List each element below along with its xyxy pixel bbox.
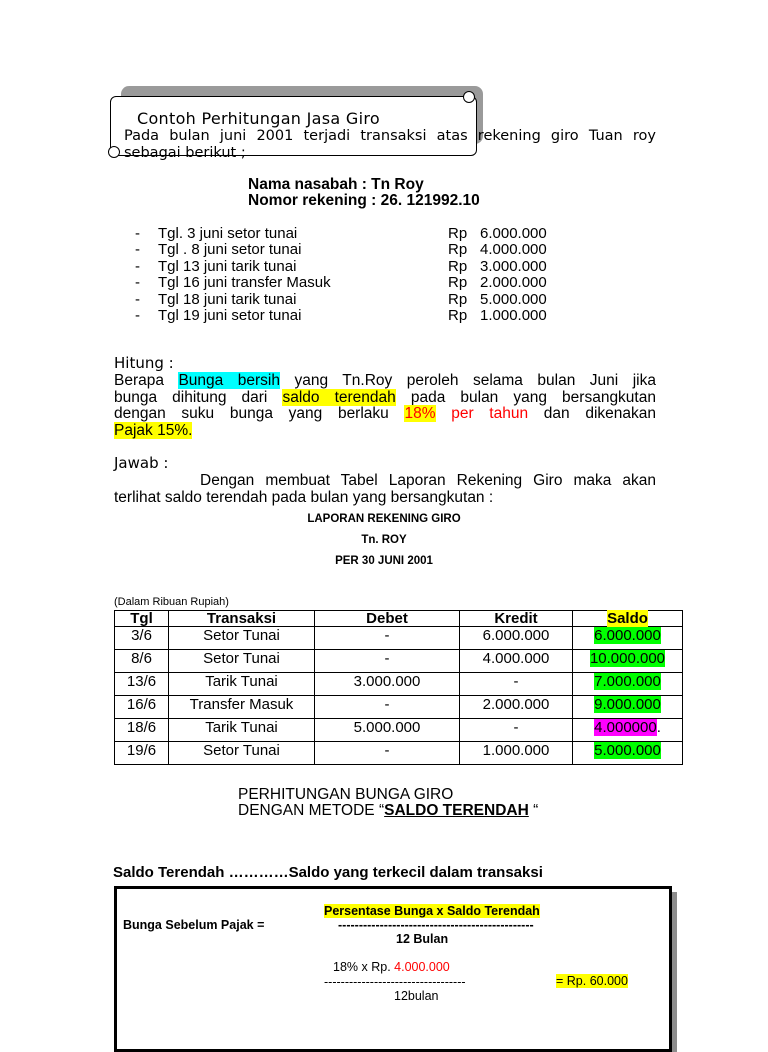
- jawab-line: terlihat saldo terendah pada bulan yang bersangkutan :: [114, 489, 494, 506]
- cell-debet: 5.000.000: [315, 719, 460, 742]
- calc-result-text: = Rp. 60.000: [556, 974, 628, 988]
- calc-divider: ----------------------------------: [324, 975, 466, 989]
- hitung-line: [114, 390, 656, 407]
- table-row: [115, 696, 683, 719]
- hitung-paragraph: [114, 373, 656, 439]
- list-dash: -: [135, 225, 140, 242]
- currency-label: Rp: [448, 274, 468, 292]
- cell-transaksi: Tarik Tunai: [169, 719, 315, 742]
- cell-debet: 3.000.000: [315, 673, 460, 696]
- cell-kredit: 6.000.000: [460, 627, 573, 650]
- saldo-suffix: .: [656, 719, 661, 736]
- rate-period: per tahun: [435, 405, 529, 422]
- table-row: [115, 719, 683, 742]
- col-header-saldo: [573, 611, 683, 627]
- text: DENGAN METODE “: [238, 802, 385, 819]
- text: dengan suku bunga yang berlaku: [114, 405, 405, 422]
- cell-tgl: 3/6: [115, 627, 169, 650]
- method-subheading: [238, 802, 538, 820]
- text: 18% x Rp.: [333, 960, 395, 974]
- cell-kredit: 2.000.000: [460, 696, 573, 719]
- transaction-amount: 6.000.000: [480, 225, 547, 242]
- list-dash: -: [135, 307, 140, 324]
- currency-label: Rp: [448, 241, 468, 259]
- cell-saldo: [573, 650, 683, 673]
- cell-saldo: [573, 627, 683, 650]
- cell-kredit: -: [460, 719, 573, 742]
- col-header-tgl: Tgl: [115, 611, 169, 627]
- banner-curl: [463, 91, 475, 103]
- col-header-debet: Debet: [315, 611, 460, 627]
- text: pada bulan yang bersangkutan: [395, 388, 656, 406]
- report-customer: Tn. ROY: [361, 534, 407, 546]
- jawab-line: Dengan membuat Tabel Laporan Rekening Giro maka akan: [200, 472, 656, 489]
- cell-tgl: 19/6: [115, 742, 169, 765]
- highlight-rate: 18%: [404, 405, 436, 422]
- currency-label: Rp: [448, 257, 468, 275]
- cell-kredit: 4.000.000: [460, 650, 573, 673]
- cell-tgl: 16/6: [115, 696, 169, 719]
- intro-line: sebagai berikut ;: [124, 145, 246, 161]
- saldo-definition: Saldo Terendah …………Saldo yang terkecil dalam transaksi: [113, 864, 543, 881]
- currency-label: Rp: [448, 290, 468, 308]
- formula-denominator: 12 Bulan: [396, 932, 449, 946]
- customer-name: Nama nasabah : Tn Roy: [248, 176, 424, 193]
- calc-saldo-value: 4.000.000: [394, 960, 450, 974]
- method-heading: PERHITUNGAN BUNGA GIRO: [238, 786, 454, 803]
- saldo-header-label: Saldo: [607, 610, 648, 627]
- account-number: Nomor rekening : 26. 121992.10: [248, 192, 480, 209]
- cell-debet: -: [315, 696, 460, 719]
- table-row: [115, 650, 683, 673]
- jawab-paragraph: [114, 472, 656, 506]
- giro-report-table: [114, 610, 683, 765]
- text: bunga dihitung dari: [114, 388, 283, 406]
- transaction-amount: 2.000.000: [480, 274, 547, 292]
- text: dan dikenakan: [528, 405, 657, 422]
- calc-denominator: 12bulan: [394, 989, 439, 1003]
- transaction-desc: Tgl 18 juni tarik tunai: [158, 290, 297, 308]
- intro-line: Pada bulan juni 2001 terjadi transaksi atas rekening giro Tuan roy: [124, 128, 656, 144]
- saldo-value: 4.000000: [594, 719, 657, 736]
- saldo-value: 5.000.000: [594, 742, 661, 759]
- table-row: [115, 627, 683, 650]
- highlight-pajak: Pajak 15%.: [114, 421, 193, 439]
- cell-tgl: 18/6: [115, 719, 169, 742]
- cell-saldo: [573, 742, 683, 765]
- cell-transaksi: Transfer Masuk: [169, 696, 315, 719]
- hitung-line: [114, 423, 656, 440]
- banner-curl: [108, 146, 120, 158]
- hitung-line: [114, 406, 656, 423]
- cell-saldo: [573, 696, 683, 719]
- transaction-desc: Tgl . 8 juni setor tunai: [158, 241, 302, 259]
- unit-note: (Dalam Ribuan Rupiah): [114, 596, 229, 608]
- transaction-desc: Tgl. 3 juni setor tunai: [158, 225, 298, 242]
- cell-saldo: [573, 719, 683, 742]
- list-dash: -: [135, 257, 140, 275]
- hitung-line: [114, 373, 656, 390]
- cell-transaksi: Setor Tunai: [169, 742, 315, 765]
- method-name: SALDO TERENDAH: [384, 802, 529, 819]
- report-date: PER 30 JUNI 2001: [335, 555, 433, 567]
- table-row: [115, 673, 683, 696]
- cell-debet: -: [315, 627, 460, 650]
- transaction-amount: 1.000.000: [480, 307, 547, 324]
- currency-label: Rp: [448, 307, 468, 324]
- transaction-desc: Tgl 19 juni setor tunai: [158, 307, 302, 324]
- saldo-value: 7.000.000: [594, 673, 661, 690]
- transaction-amount: 3.000.000: [480, 257, 547, 275]
- saldo-value: 6.000.000: [594, 627, 661, 644]
- list-dash: -: [135, 290, 140, 308]
- calc-numerator: [333, 960, 450, 974]
- formula-numerator-text: Persentase Bunga x Saldo Terendah: [324, 904, 540, 918]
- cell-kredit: 1.000.000: [460, 742, 573, 765]
- cell-debet: -: [315, 650, 460, 673]
- cell-tgl: 8/6: [115, 650, 169, 673]
- hitung-label: Hitung :: [114, 354, 174, 372]
- formula-divider: -----------------------------------------------: [338, 918, 534, 932]
- cell-tgl: 13/6: [115, 673, 169, 696]
- formula-label: Bunga Sebelum Pajak =: [123, 918, 265, 932]
- transaction-desc: Tgl 16 juni transfer Masuk: [158, 274, 331, 292]
- cell-kredit: -: [460, 673, 573, 696]
- highlight-bunga-bersih: Bunga bersih: [178, 372, 280, 389]
- formula-numerator: [324, 904, 540, 918]
- list-dash: -: [135, 274, 140, 292]
- transaction-amount: 4.000.000: [480, 241, 547, 259]
- saldo-value: 10.000.000: [589, 650, 666, 667]
- currency-label: Rp: [448, 225, 468, 242]
- saldo-value: 9.000.000: [594, 696, 661, 713]
- transaction-desc: Tgl 13 juni tarik tunai: [158, 257, 297, 275]
- transaction-amount: 5.000.000: [480, 290, 547, 308]
- cell-transaksi: Setor Tunai: [169, 650, 315, 673]
- table-header-row: [115, 611, 683, 627]
- list-dash: -: [135, 241, 140, 259]
- text: “: [528, 802, 539, 819]
- jawab-label: Jawab :: [114, 454, 169, 472]
- cell-transaksi: Setor Tunai: [169, 627, 315, 650]
- col-header-kredit: Kredit: [460, 611, 573, 627]
- text: Berapa: [114, 372, 179, 389]
- cell-transaksi: Tarik Tunai: [169, 673, 315, 696]
- calc-result: [556, 974, 628, 988]
- table-row: [115, 742, 683, 765]
- cell-debet: -: [315, 742, 460, 765]
- page-title: Contoh Perhitungan Jasa Giro: [137, 109, 380, 128]
- col-header-transaksi: Transaksi: [169, 611, 315, 627]
- text: yang Tn.Roy peroleh selama bulan Juni jika: [280, 372, 656, 389]
- highlight-saldo-terendah: saldo terendah: [282, 388, 396, 406]
- report-title: LAPORAN REKENING GIRO: [307, 513, 461, 525]
- cell-saldo: [573, 673, 683, 696]
